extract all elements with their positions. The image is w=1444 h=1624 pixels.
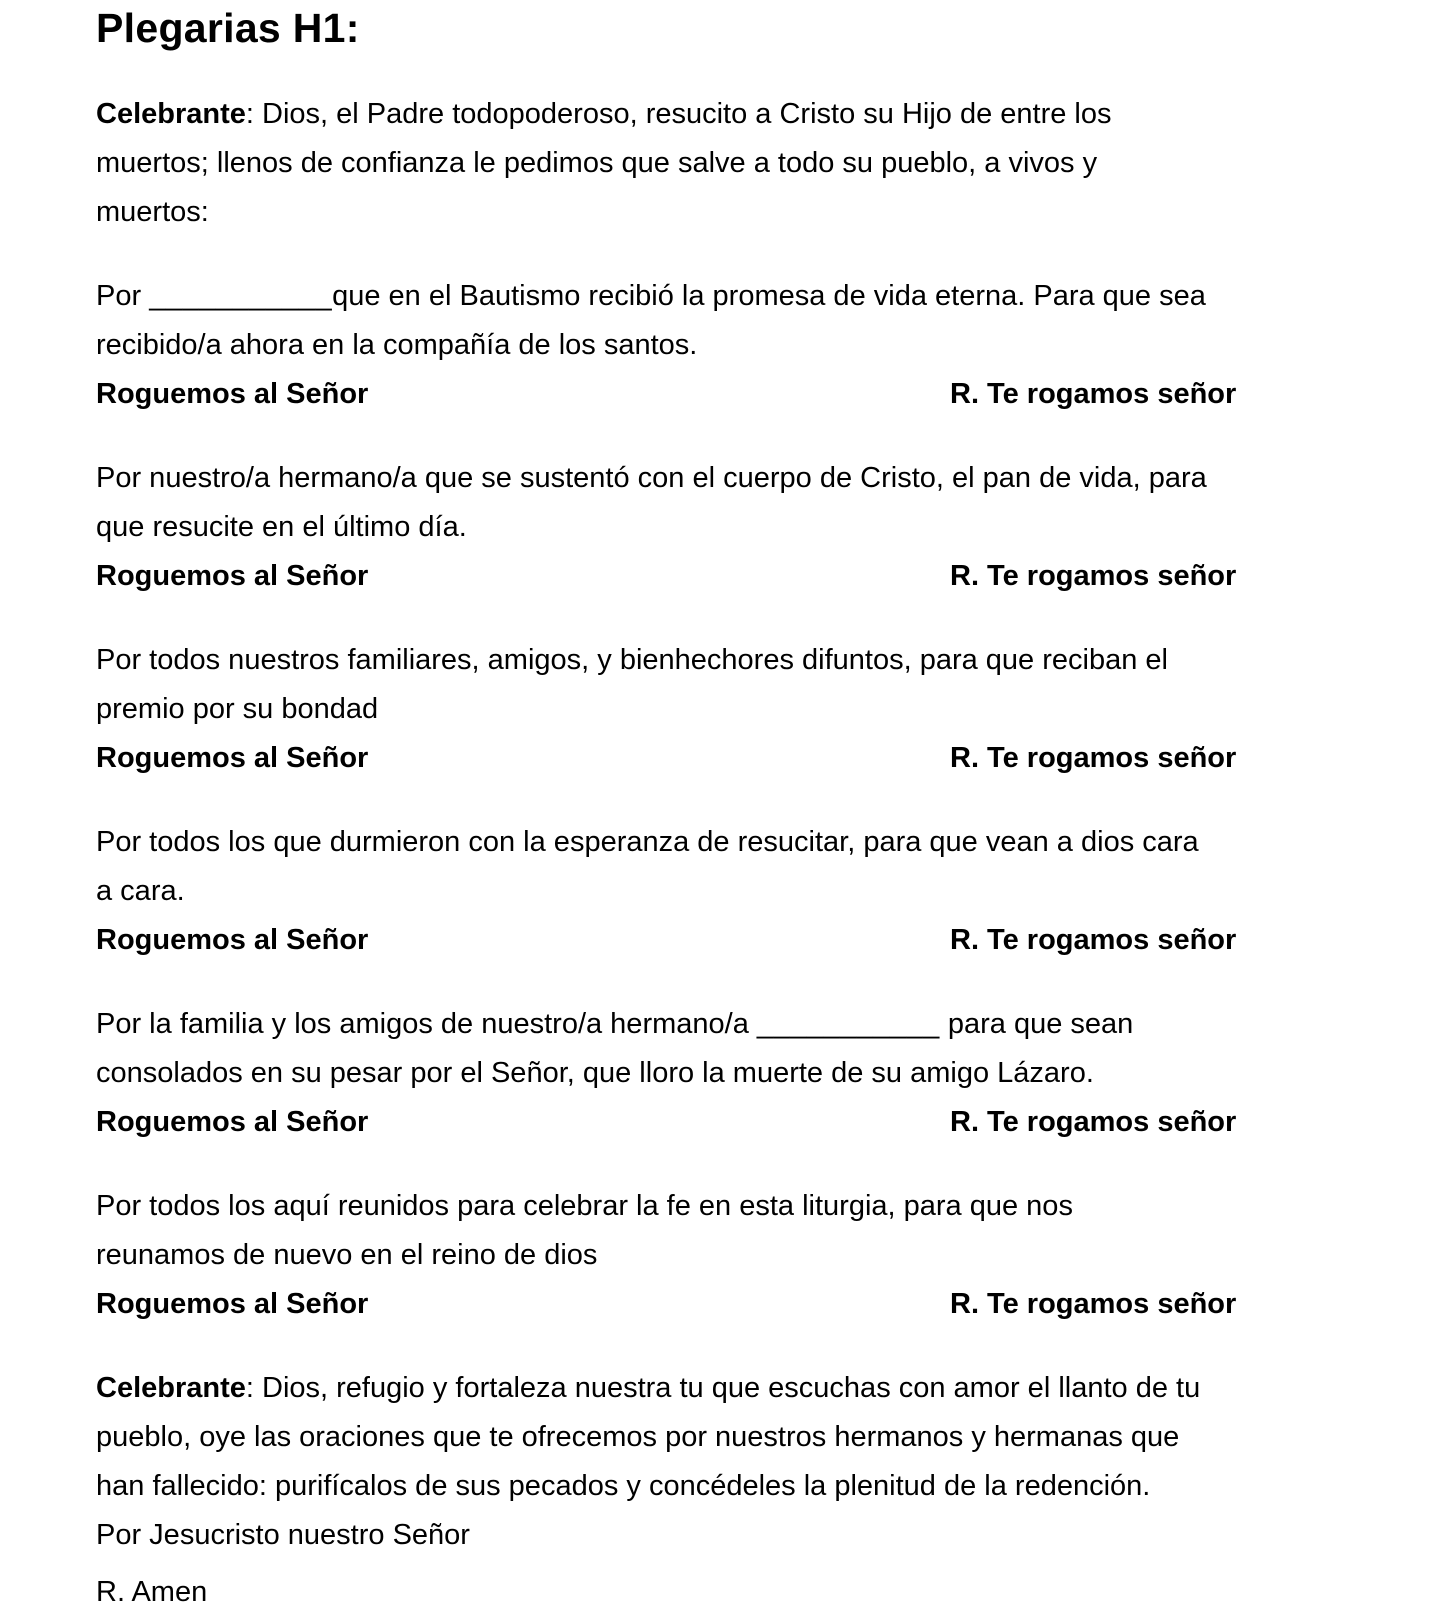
response-text: R. Te rogamos señor xyxy=(950,1106,1237,1138)
petition-6 xyxy=(96,1182,1348,1329)
opening-line1-text: : Dios, el Padre todopoderoso, resucito a Cristo su Hijo de entre los xyxy=(245,98,1112,130)
response-text: R. Te rogamos señor xyxy=(950,1288,1237,1320)
response-row xyxy=(96,1280,1348,1329)
text-line: a cara. xyxy=(96,875,185,907)
petition-4 xyxy=(96,818,1348,965)
call-text: Roguemos al Señor xyxy=(96,924,369,956)
call-text: Roguemos al Señor xyxy=(96,1106,369,1138)
response-row xyxy=(96,552,1348,601)
response-row xyxy=(96,916,1348,965)
text-line: que resucite en el último día. xyxy=(96,511,467,543)
petition-3 xyxy=(96,636,1348,783)
text-line: Por todos los aquí reunidos para celebrar la fe en esta liturgia, para que nos xyxy=(96,1190,1073,1222)
text-line xyxy=(96,1000,1348,1049)
call-text: Roguemos al Señor xyxy=(96,1288,369,1320)
text-line: han fallecido: purifícalos de sus pecados y concédeles la plenitud de la redención. xyxy=(96,1470,1151,1502)
petition-2 xyxy=(96,454,1348,601)
response-text: R. Te rogamos señor xyxy=(950,742,1237,774)
response-text: R. Te rogamos señor xyxy=(950,560,1237,592)
closing-line1-text: : Dios, refugio y fortaleza nuestra tu que escuchas con amor el llanto de tu xyxy=(245,1372,1201,1404)
text-line: recibido/a ahora en la compañía de los santos. xyxy=(96,329,698,361)
text-line: consolados en su pesar por el Señor, que lloro la muerte de su amigo Lázaro. xyxy=(96,1057,1094,1089)
text-line xyxy=(96,1364,1348,1413)
petition-1-text-after-blank: que en el Bautismo recibió la promesa de vida eterna. Para que sea xyxy=(332,280,1206,312)
petition-5-text-after-blank: para que sean xyxy=(939,1008,1134,1040)
speaker-label: Celebrante xyxy=(96,1372,246,1404)
petition-1-text-before-blank: Por xyxy=(96,280,150,312)
text-line: muertos; llenos de confianza le pedimos que salve a todo su pueblo, a vivos y xyxy=(96,147,1098,179)
speaker-label: Celebrante xyxy=(96,98,246,130)
text-line: premio por su bondad xyxy=(96,693,379,725)
text-line: Por Jesucristo nuestro Señor xyxy=(96,1519,470,1551)
text-line: muertos: xyxy=(96,196,209,228)
call-text: Roguemos al Señor xyxy=(96,378,369,410)
closing-paragraph xyxy=(96,1364,1348,1560)
amen-paragraph xyxy=(96,1568,1348,1617)
text-line: Por todos nuestros familiares, amigos, y bienhechores difuntos, para que reciban el xyxy=(96,644,1168,676)
opening-paragraph xyxy=(96,90,1348,237)
response-row xyxy=(96,370,1348,419)
page-title: Plegarias H1: xyxy=(96,5,360,51)
response-text: R. Te rogamos señor xyxy=(950,378,1237,410)
text-line xyxy=(96,90,1348,139)
text-line: Por nuestro/a hermano/a que se sustentó con el cuerpo de Cristo, el pan de vida, para xyxy=(96,462,1207,494)
text-line: pueblo, oye las oraciones que te ofrecemos por nuestros hermanos y hermanas que xyxy=(96,1421,1180,1453)
text-line: reunamos de nuevo en el reino de dios xyxy=(96,1239,598,1271)
petition-5 xyxy=(96,1000,1348,1147)
petition-5-text-before-blank: Por la familia y los amigos de nuestro/a hermano/a xyxy=(96,1008,757,1040)
response-row xyxy=(96,1098,1348,1147)
text-line: Por todos los que durmieron con la esperanza de resucitar, para que vean a dios cara xyxy=(96,826,1199,858)
response-row xyxy=(96,734,1348,783)
fill-in-blank: ___________ xyxy=(149,280,333,312)
amen-line: R. Amen xyxy=(96,1576,208,1608)
petition-1 xyxy=(96,272,1348,419)
response-text: R. Te rogamos señor xyxy=(950,924,1237,956)
fill-in-blank: ___________ xyxy=(756,1008,940,1040)
call-text: Roguemos al Señor xyxy=(96,560,369,592)
text-line xyxy=(96,272,1348,321)
call-text: Roguemos al Señor xyxy=(96,742,369,774)
